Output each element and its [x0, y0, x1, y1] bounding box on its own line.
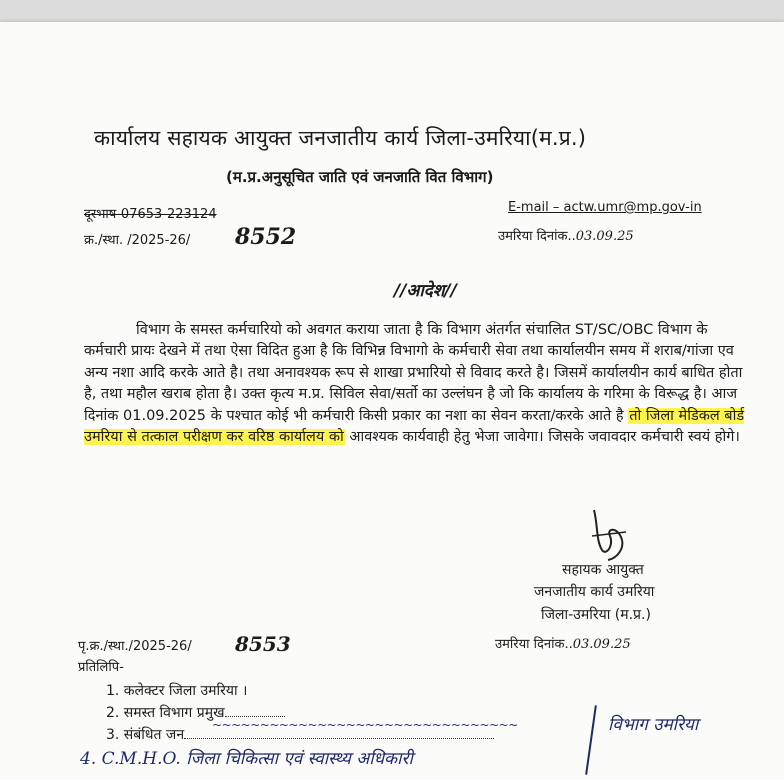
copy-date: [495, 634, 631, 652]
copy-reference-prefix: पृ.क्र./स्था./2025-26/: [78, 639, 192, 654]
list-item: 1. कलेक्टर जिला उमरिया ।: [106, 683, 248, 699]
date-label: उमरिया दिनांक..: [498, 229, 576, 244]
signature-mark: [588, 506, 630, 564]
phone-number: दूरभाष-07653-223124: [84, 207, 217, 222]
reference-prefix: क्र./स्था. /2025-26/: [84, 233, 191, 248]
copy-reference-number: 8553: [235, 632, 291, 656]
top-strip: [0, 0, 784, 22]
order-body: [84, 320, 752, 448]
body-text-part1: विभाग के समस्त कर्मचारियो को अवगत कराया जाता है कि विभाग अंतर्गत संचालित ST/SC/OBC विभाग के कर्मचारी प्रायः देखने में तथा ऐसा विदित हुआ है कि विभिन्न विभागो के कर्मचारी सेवा तथा कार्यालयीन समय में शराब/गांजा एव अन्य नशा आदि करके आते है। तथा अनावश्यक रूप से शाखा प्रभारियो से विवाद करते है। जिसमें कार्यालयीन कार्य बाधित होता है, तथा महौल खराब होता है। उक्त कृत्य म.प्र. सिविल सेवा/सर्तो का उल्लंघन है जो कि कार्यालय के गरिमा के विरूद्ध है। आज दिनांक 01.09.2025 के पश्चात कोई भी कर्मचारी किसी प्रकार का नशा का सेवन करता/करके आते है: [84, 322, 743, 424]
body-text-part2: आवश्यक कार्यवाही हेतु भेजा जावेगा। जिसके जवावदार कर्मचारी स्वयं होगे।: [344, 429, 740, 446]
signatory-office: जनजातीय कार्य उमरिया: [534, 584, 655, 600]
copy-label: प्रतिलिपि-: [78, 660, 124, 675]
handwritten-note: विभाग उमरिया: [608, 715, 699, 735]
reference-number: 8552: [235, 224, 297, 250]
handwritten-item-4: 4. C.M.H.O. जिला चिकित्सा एवं स्वास्थ्य अधिकारी: [80, 749, 413, 769]
highlighted-text: तो जिला मेडिकल बोर्ड उमरिया से तत्काल परीक्षण कर वरिष्ठ कार्यालय को: [84, 407, 745, 446]
email-address: E-mail – actw.umr@mp.gov-in: [508, 200, 702, 215]
department-subtitle: (म.प्र.अनुसूचित जाति एवं जनजाति वित विभाग): [226, 168, 494, 186]
date-value: 03.09.25: [575, 229, 634, 244]
order-heading: //आदेश//: [394, 281, 457, 301]
order-date: [498, 226, 634, 244]
list-item: 2. समस्त विभाग प्रमुख: [106, 702, 494, 724]
list-item: 3. संबंधित जन: [106, 724, 494, 746]
copy-list: [106, 680, 494, 746]
office-title: कार्यालय सहायक आयुक्त जनजातीय कार्य जिला-उमरिया(म.प्र.): [94, 126, 587, 150]
signatory-district: जिला-उमरिया (म.प्र.): [541, 607, 651, 623]
copy-date-value: 03.09.25: [572, 637, 631, 652]
handwritten-scribble: ~~~~~~~~~~~~~~~~~~~~~~~~~~~~~~~~: [212, 718, 518, 732]
copy-date-label: उमरिया दिनांक..: [495, 637, 573, 652]
signatory-title: सहायक आयुक्त: [562, 562, 644, 578]
